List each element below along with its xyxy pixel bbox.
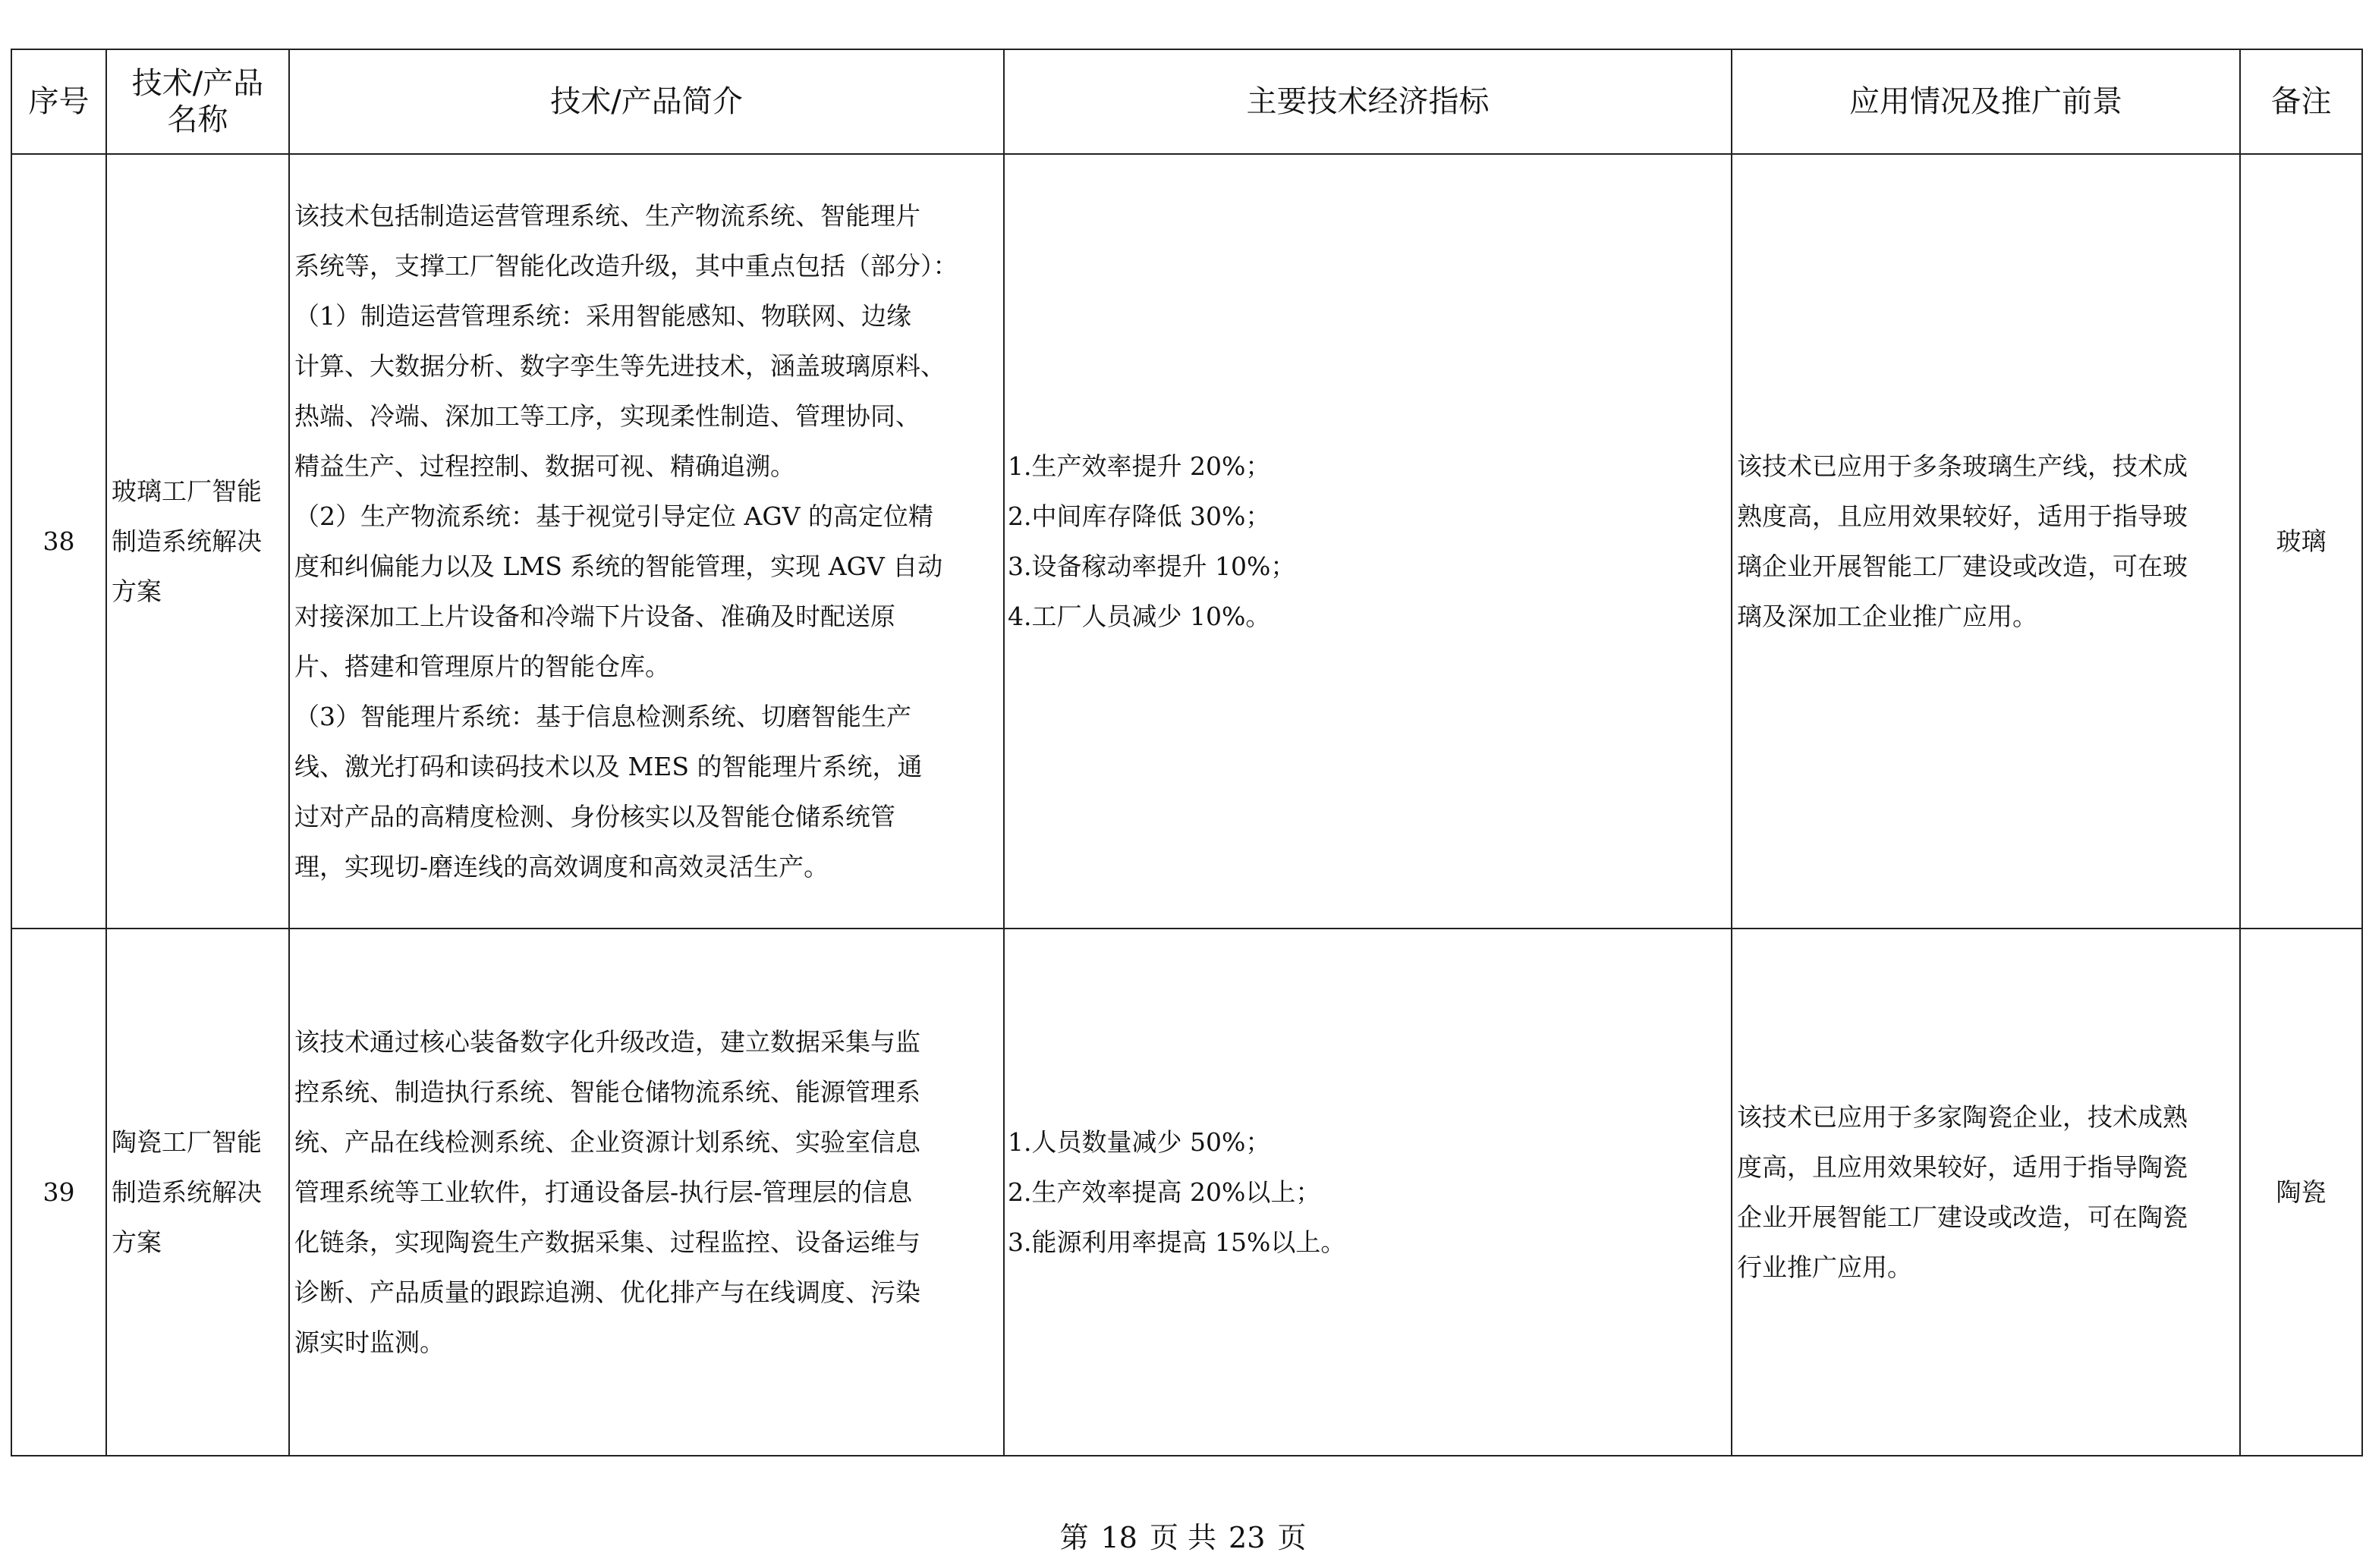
- table-row: [11, 154, 2362, 929]
- application-line: 行业推广应用。: [1737, 1252, 1912, 1282]
- indicator-line: 1.生产效率提升 20%；: [1008, 451, 1271, 481]
- application-prospects: [1732, 929, 2240, 1456]
- intro-line: 该技术包括制造运营管理系统、生产物流系统、智能理片: [294, 200, 920, 231]
- product-intro: [289, 929, 1004, 1456]
- current-page-number: 18: [1100, 1521, 1137, 1554]
- name-line: 玻璃工厂智能: [112, 476, 262, 506]
- intro-line: 化链条，实现陶瓷生产数据采集、过程监控、设备运维与: [294, 1227, 920, 1257]
- table-header-row: [11, 49, 2362, 154]
- total-page-count: 23: [1229, 1521, 1266, 1554]
- product-name: [106, 154, 289, 929]
- page-footer: [0, 1516, 2366, 1559]
- application-prospects: [1732, 154, 2240, 929]
- intro-line: 源实时监测。: [294, 1327, 445, 1357]
- remark: 玻璃: [2240, 154, 2362, 929]
- intro-line: 系统等，支撑工厂智能化改造升级，其中重点包括（部分）：: [294, 250, 958, 281]
- intro-line: 计算、大数据分析、数字孪生等先进技术，涵盖玻璃原料、: [294, 350, 945, 381]
- intro-line: （2）生产物流系统：基于视觉引导定位 AGV 的高定位精: [294, 501, 933, 531]
- intro-line: 理，实现切-磨连线的高效调度和高效灵活生产。: [294, 851, 829, 881]
- intro-line: 片、搭建和管理原片的智能仓库。: [294, 651, 670, 681]
- product-name: [106, 929, 289, 1456]
- indicator-line: 3.能源利用率提高 15%以上。: [1008, 1227, 1346, 1257]
- intro-line: 该技术通过核心装备数字化升级改造，建立数据采集与监: [294, 1026, 920, 1057]
- intro-line: 过对产品的高精度检测、身份核实以及智能仓储系统管: [294, 801, 895, 831]
- header-name: 技术/产品名称: [106, 49, 289, 154]
- remark: 陶瓷: [2240, 929, 2362, 1456]
- intro-line: 度和纠偏能力以及 LMS 系统的智能管理，实现 AGV 自动: [294, 551, 943, 581]
- name-line: 制造系统解决: [112, 526, 262, 556]
- indicator-line: 2.中间库存降低 30%；: [1008, 501, 1271, 531]
- application-line: 企业开展智能工厂建设或改造，可在陶瓷: [1737, 1202, 2188, 1232]
- application-line: 璃及深加工企业推广应用。: [1737, 601, 2037, 631]
- key-indicators: [1004, 929, 1732, 1456]
- indicator-line: 2.生产效率提高 20%以上；: [1008, 1177, 1321, 1207]
- application-line: 度高，且应用效果较好，适用于指导陶瓷: [1737, 1152, 2188, 1182]
- technology-table: [11, 49, 2363, 1456]
- intro-line: 精益生产、过程控制、数据可视、精确追溯。: [294, 451, 795, 481]
- header-indicators: 主要技术经济指标: [1004, 49, 1732, 154]
- name-line: 方案: [112, 1227, 162, 1257]
- product-intro: [289, 154, 1004, 929]
- name-line: 方案: [112, 576, 162, 606]
- row-number: 39: [11, 929, 106, 1456]
- intro-line: 对接深加工上片设备和冷端下片设备、准确及时配送原: [294, 601, 895, 631]
- application-line: 熟度高，且应用效果较好，适用于指导玻: [1737, 501, 2188, 531]
- name-line: 制造系统解决: [112, 1177, 262, 1207]
- header-application: 应用情况及推广前景: [1732, 49, 2240, 154]
- header-no: 序号: [11, 49, 106, 154]
- intro-line: 统、产品在线检测系统、企业资源计划系统、实验室信息: [294, 1127, 920, 1157]
- application-line: 该技术已应用于多家陶瓷企业，技术成熟: [1737, 1101, 2188, 1132]
- intro-line: 线、激光打码和读码技术以及 MES 的智能理片系统，通: [294, 751, 923, 781]
- indicator-line: 4.工厂人员减少 10%。: [1008, 601, 1271, 631]
- intro-line: 热端、冷端、深加工等工序，实现柔性制造、管理协同、: [294, 401, 920, 431]
- table-row: [11, 929, 2362, 1456]
- indicator-line: 3.设备稼动率提升 10%；: [1008, 551, 1296, 581]
- name-line: 陶瓷工厂智能: [112, 1127, 262, 1157]
- intro-line: （3）智能理片系统：基于信息检测系统、切磨智能生产: [294, 701, 911, 731]
- intro-line: 控系统、制造执行系统、智能仓储物流系统、能源管理系: [294, 1076, 920, 1107]
- intro-line: 管理系统等工业软件，打通设备层-执行层-管理层的信息: [294, 1177, 913, 1207]
- application-line: 该技术已应用于多条玻璃生产线，技术成: [1737, 451, 2188, 481]
- footer-middle: 页 共: [1149, 1521, 1217, 1554]
- intro-line: 诊断、产品质量的跟踪追溯、优化排产与在线调度、污染: [294, 1277, 920, 1307]
- row-number: 38: [11, 154, 106, 929]
- header-intro: 技术/产品简介: [289, 49, 1004, 154]
- indicator-line: 1.人员数量减少 50%；: [1008, 1127, 1271, 1157]
- footer-suffix: 页: [1277, 1521, 1307, 1554]
- intro-line: （1）制造运营管理系统：采用智能感知、物联网、边缘: [294, 300, 911, 331]
- header-note: 备注: [2240, 49, 2362, 154]
- footer-prefix: 第: [1059, 1521, 1089, 1554]
- key-indicators: [1004, 154, 1732, 929]
- application-line: 璃企业开展智能工厂建设或改造，可在玻: [1737, 551, 2188, 581]
